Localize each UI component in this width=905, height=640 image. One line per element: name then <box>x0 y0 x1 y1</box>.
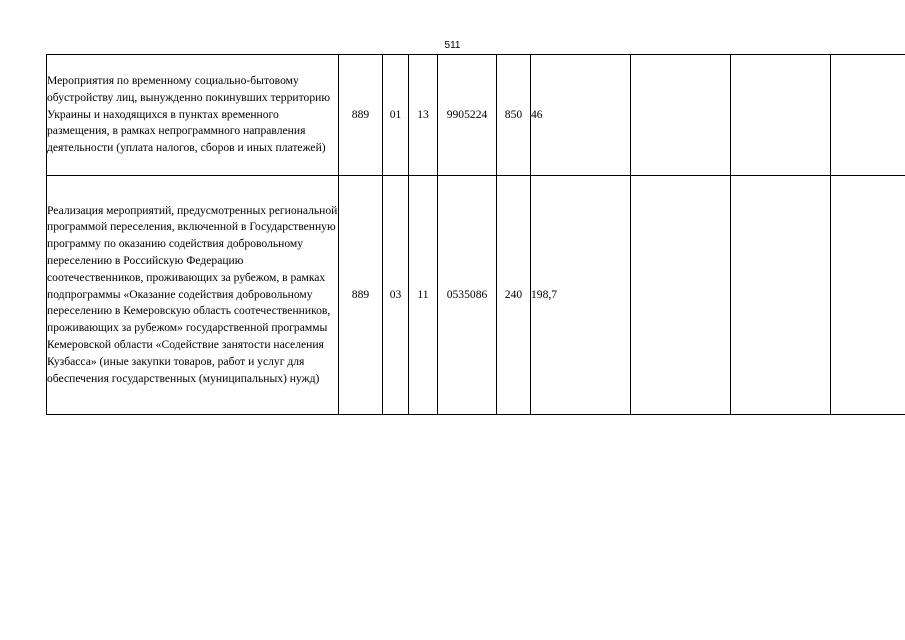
row-description: Реализация мероприятий, предусмотренных региональной программой переселения, включенной в Государственную программу по оказанию содействия добровольному переселению в Российскую Федерацию соотечественников, проживающих за рубежом, в рамках подпрограммы «Оказание содействия добровольному переселению в Кемеровскую область соотечественников, проживающих за рубежом» государственной программы Кемеровской области «Содействие занятости населения Кузбасса» (иные закупки товаров, работ и услуг для обеспечения государственных (муниципальных) нужд) <box>47 176 339 415</box>
table-row <box>47 55 905 176</box>
row-description: Мероприятия по временному социально-бытовому обустройству лиц, вынужденно покинувших территорию Украины и находящихся в пунктах временного размещения, в рамках непрограммного направления деятельности (уплата налогов, сборов и иных платежей) <box>47 55 339 176</box>
budget-table <box>46 54 905 415</box>
empty-cell <box>731 176 831 415</box>
empty-cell <box>831 176 905 415</box>
section-code: 01 <box>383 55 409 176</box>
expense-type-code: 850 <box>497 55 531 176</box>
empty-cell <box>631 176 731 415</box>
subsection-code: 11 <box>409 176 438 415</box>
amount-cell: 46 <box>531 55 631 176</box>
empty-cell <box>731 55 831 176</box>
page-number: 511 <box>444 40 461 51</box>
table-row <box>47 176 905 415</box>
empty-cell <box>831 55 905 176</box>
subsection-code: 13 <box>409 55 438 176</box>
target-article-code: 9905224 <box>438 55 497 176</box>
ministry-code: 889 <box>339 176 383 415</box>
empty-cell <box>631 55 731 176</box>
amount-cell: 198,7 <box>531 176 631 415</box>
target-article-code: 0535086 <box>438 176 497 415</box>
section-code: 03 <box>383 176 409 415</box>
expense-type-code: 240 <box>497 176 531 415</box>
ministry-code: 889 <box>339 55 383 176</box>
